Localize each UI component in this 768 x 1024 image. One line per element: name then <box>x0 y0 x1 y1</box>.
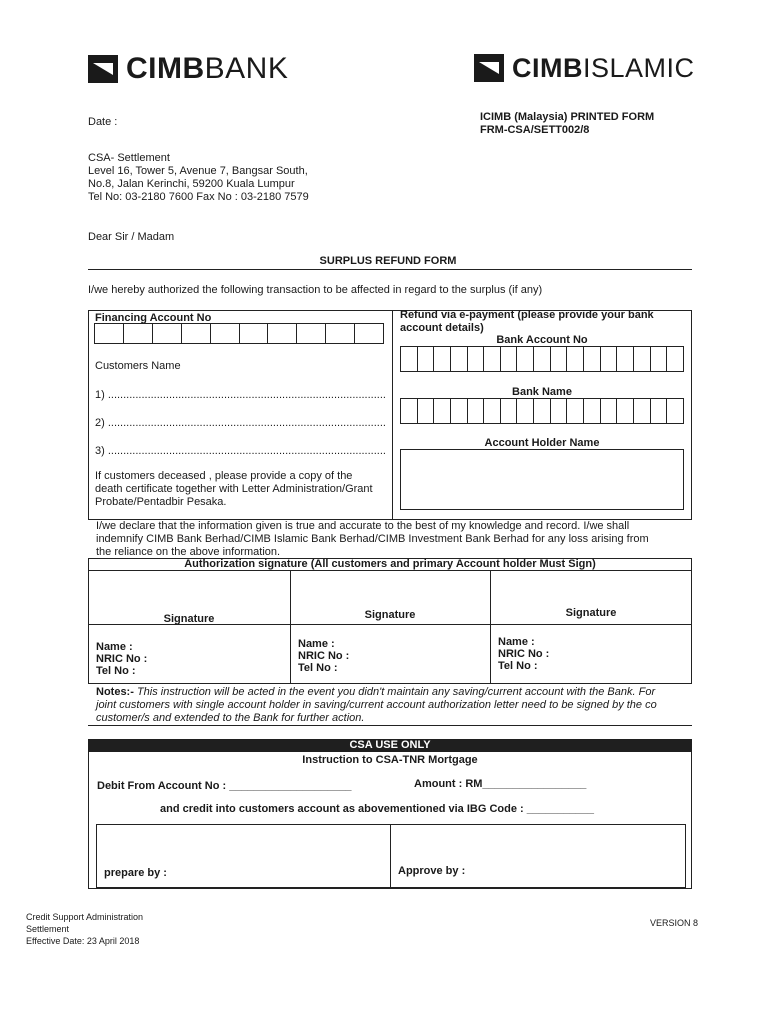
csa-use-only-bar: CSA USE ONLY <box>88 739 692 752</box>
footer-line2: Settlement <box>26 924 70 934</box>
signature-label-1: Signature <box>163 613 215 625</box>
address-line4: Tel No: 03-2180 7600 Fax No : 03-2180 7579 <box>88 191 309 203</box>
islamic-logo-bold: CIMB <box>512 52 583 83</box>
notes-line2: joint customers with single account holder in saving/current account authorization letter need to be signed by the co <box>96 699 657 711</box>
notes-text-1: This instruction will be acted in the event you didn't maintain any saving/current account with the Bank. For <box>136 686 656 698</box>
financing-account-input[interactable] <box>94 323 384 344</box>
declaration-line3: the reliance on the above information. <box>96 546 281 558</box>
refund-label-1: Refund via e-payment (please provide your bank <box>400 309 654 321</box>
sig3-tel-label: Tel No : <box>498 660 538 672</box>
approval-divider <box>390 824 391 888</box>
notes-line3: customer/s and extended to the Bank for further action. <box>96 712 365 724</box>
cimb-bank-logo <box>88 54 288 84</box>
notes-prefix: Notes:- <box>96 686 134 698</box>
footer-line3: Effective Date: 23 April 2018 <box>26 936 140 946</box>
signature-divider-2 <box>490 570 491 684</box>
bank-name-label: Bank Name <box>512 386 572 398</box>
customer-name-line-1[interactable]: 1) ........................................................................................... <box>95 389 386 401</box>
cimb-logo-icon <box>88 55 118 83</box>
form-ref-line1: ICIMB (Malaysia) PRINTED FORM <box>480 111 655 123</box>
sig3-nric-label: NRIC No : <box>498 648 550 660</box>
declaration-line1: I/we declare that the information given is true and accurate to the best of my knowledge and record. I/we shall <box>96 520 630 532</box>
deceased-note-1: If customers deceased , please provide a copy of the <box>95 470 353 482</box>
islamic-logo-light: ISLAMIC <box>583 52 695 83</box>
title-rule <box>88 269 692 270</box>
financing-account-label: Financing Account No <box>95 312 212 324</box>
bank-name-input[interactable] <box>400 398 684 424</box>
notes-rule <box>88 725 692 726</box>
signature-label-3: Signature <box>565 607 617 619</box>
declaration-line2: indemnify CIMB Bank Berhad/CIMB Islamic Bank Berhad/CIMB Investment Bank Berhad for any loss arising from <box>96 533 649 545</box>
address-line3: No.8, Jalan Kerinchi, 59200 Kuala Lumpur <box>88 178 295 190</box>
signature-label-2: Signature <box>364 609 416 621</box>
bank-account-input[interactable] <box>400 346 684 372</box>
sig1-tel-label: Tel No : <box>96 665 136 677</box>
customers-name-label: Customers Name <box>95 360 181 372</box>
cimb-islamic-logo <box>474 54 695 82</box>
address-line2: Level 16, Tower 5, Avenue 7, Bangsar South, <box>88 165 308 177</box>
deceased-note-3: Probate/Pentadbir Pesaka. <box>95 496 227 508</box>
bank-logo-bold: CIMB <box>126 52 205 85</box>
sig2-name-label: Name : <box>298 638 335 650</box>
form-title: SURPLUS REFUND FORM <box>319 255 457 267</box>
account-holder-label: Account Holder Name <box>484 437 600 449</box>
signature-divider-1 <box>290 570 291 684</box>
customer-name-line-2[interactable]: 2) ........................................................................................... <box>95 417 386 429</box>
footer-line1: Credit Support Administration <box>26 912 144 922</box>
notes-line1 <box>96 686 692 699</box>
refund-label-2: account details) <box>400 322 484 334</box>
credit-ibg-label[interactable]: and credit into customers account as abovementioned via IBG Code : ___________ <box>160 803 595 815</box>
csa-instruction: Instruction to CSA-TNR Mortgage <box>302 754 478 766</box>
form-ref-line2: FRM-CSA/SETT002/8 <box>480 124 590 136</box>
footer-version: VERSION 8 <box>650 918 699 928</box>
intro-text: I/we hereby authorized the following transaction to be affected in regard to the surplus (if any) <box>88 284 543 296</box>
sig2-nric-label: NRIC No : <box>298 650 350 662</box>
cimb-islamic-logo-icon <box>474 54 504 82</box>
prepare-by-label[interactable]: prepare by : <box>104 867 167 879</box>
sig3-name-label: Name : <box>498 636 535 648</box>
salutation: Dear Sir / Madam <box>88 231 175 243</box>
approve-by-label[interactable]: Approve by : <box>398 865 466 877</box>
sig2-tel-label: Tel No : <box>298 662 338 674</box>
details-divider <box>392 310 393 520</box>
bank-account-label: Bank Account No <box>496 334 588 346</box>
deceased-note-2: death certificate together with Letter Administration/Grant <box>95 483 373 495</box>
approval-box <box>96 824 686 888</box>
bank-logo-light: BANK <box>204 52 289 85</box>
date-label: Date : <box>88 116 118 128</box>
debit-account-label[interactable]: Debit From Account No : ____________________ <box>97 780 352 792</box>
amount-label[interactable]: Amount : RM_________________ <box>414 778 587 790</box>
sig1-name-label: Name : <box>96 641 133 653</box>
address-line1: CSA- Settlement <box>88 152 170 164</box>
account-holder-input[interactable] <box>400 449 684 510</box>
sig1-nric-label: NRIC No : <box>96 653 148 665</box>
signature-section-title: Authorization signature (All customers and primary Account holder Must Sign) <box>184 558 596 570</box>
customer-name-line-3[interactable]: 3) ........................................................................................... <box>95 445 386 457</box>
